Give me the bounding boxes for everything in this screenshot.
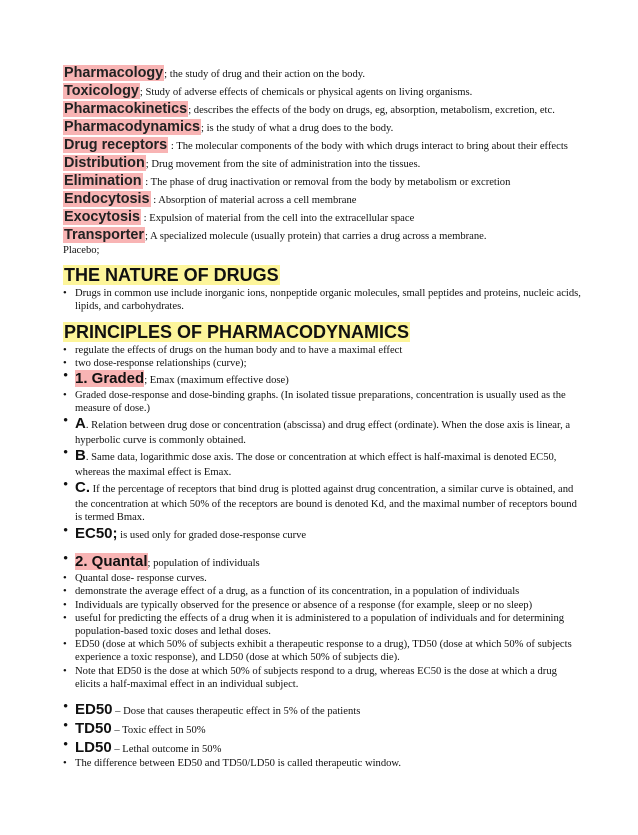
graded-item: [63, 370, 583, 389]
td50-term: TD50: [75, 719, 112, 737]
bullet-icon: •: [63, 699, 69, 716]
c-desc: If the percentage of receptors that bind drug is plotted against drug concentration, a similar curve is obtained, and the concentration at which 50% of the receptors are bound is denoted Kd, and the maximal number of receptors bound is termed Bmax.: [75, 484, 577, 524]
td50-desc: – Toxic effect in 50%: [111, 724, 206, 736]
quantal-desc: ; population of individuals: [147, 558, 260, 570]
bullet-icon: •: [63, 522, 69, 539]
b-item: [63, 447, 583, 479]
graded-desc: ; Emax (maximum effective dose): [144, 375, 289, 387]
list-item: [63, 599, 583, 612]
definition-text: ; Drug movement from the site of administration into the tissues.: [145, 159, 421, 170]
list-item-text: Drugs in common use include inorganic ions, nonpeptide organic molecules, small peptides and proteins, nucleic acids, lipids, and carbohydrates.: [75, 287, 581, 312]
definition-drug-receptors: [63, 136, 583, 154]
bullet-icon: •: [63, 612, 67, 624]
list-item-text: two dose-response relationships (curve);: [75, 357, 247, 369]
bullet-icon: •: [63, 357, 67, 369]
list-item: [63, 287, 583, 313]
term: Toxicology: [64, 83, 139, 99]
list-item: [63, 357, 583, 370]
definition-transporter: [63, 226, 583, 244]
definition-text: : Expulsion of material from the cell into the extracellular space: [141, 213, 415, 224]
list-item: [63, 389, 583, 415]
term: Transporter: [64, 227, 144, 243]
definition-exocytosis: [63, 208, 583, 226]
definition-text: ; A specialized molecule (usually protein) that carries a drug across a membrane.: [144, 231, 487, 242]
list-item-text: useful for predicting the effects of a drug when it is administered to a population of individuals and for determining population-based toxic doses and lethal doses.: [75, 612, 565, 638]
a-item: [63, 415, 583, 447]
list-item: [63, 665, 583, 691]
list-item: [63, 612, 583, 638]
definition-toxicology: [63, 82, 583, 100]
term: Pharmacodynamics: [64, 119, 200, 135]
definition-text: ; is the study of what a drug does to the body.: [200, 123, 394, 134]
definition-elimination: [63, 172, 583, 190]
quantal-term: 2. Quantal: [75, 553, 148, 571]
definition-endocytosis: [63, 190, 583, 208]
bullet-icon: •: [63, 639, 67, 651]
term: Distribution: [64, 155, 145, 171]
bullet-icon: •: [63, 758, 67, 770]
definition-pharmacology: [63, 64, 583, 82]
ld50-term: LD50: [75, 738, 112, 756]
definition-pharmacodynamics: [63, 118, 583, 136]
nature-heading-text: THE NATURE OF DRUGS: [64, 265, 279, 286]
definition-pharmacokinetics: [63, 100, 583, 118]
dose-list: [63, 701, 583, 770]
list-item-text: Note that ED50 is the dose at which 50% of subjects respond to a drug, whereas EC50 is the dose at which a drug elicits a half-maximal effect in an individual subject.: [75, 665, 557, 690]
definition-text: ; Study of adverse effects of chemicals or physical agents on living organisms.: [139, 87, 473, 98]
a-desc: . Relation between drug dose or concentration (abscissa) and drug effect (ordinate). When the dose axis is linear, a hyperbolic curve is commonly obtained.: [75, 420, 571, 447]
list-item-text: Graded dose-response and dose-binding graphs. (In isolated tissue preparations, concentration is usually used as the measure of dose.): [75, 389, 566, 415]
list-item-text: regulate the effects of drugs on the human body and to have a maximal effect: [75, 344, 403, 356]
nature-list: [63, 287, 583, 313]
term: Endocytosis: [64, 191, 150, 207]
c-item: [63, 479, 583, 524]
c-term: C.: [75, 479, 90, 497]
list-item-text: Quantal dose- response curves.: [75, 573, 207, 585]
b-desc: . Same data, logarithmic dose axis. The dose or concentration at which effect is half-maximal is denoted EC50, whereas the maximal effect is Emax.: [75, 452, 557, 479]
bullet-icon: •: [63, 368, 69, 385]
bullet-icon: •: [63, 573, 67, 585]
bullet-icon: •: [63, 665, 67, 677]
ld50-desc: – Lethal outcome in 50%: [111, 743, 222, 755]
list-item-text: demonstrate the average effect of a drug, as a function of its concentration, in a population of individuals: [75, 586, 520, 598]
bullet-icon: •: [63, 551, 69, 568]
bullet-icon: •: [63, 445, 69, 462]
list-item: [63, 572, 583, 585]
list-item-text: The difference between ED50 and TD50/LD50 is called therapeutic window.: [75, 758, 402, 770]
b-term: B: [75, 447, 86, 465]
ed50-term: ED50: [75, 701, 113, 719]
list-item: [63, 344, 583, 357]
bullet-icon: •: [63, 287, 67, 299]
term: Drug receptors: [64, 137, 168, 153]
ec50-item: [63, 522, 583, 544]
placebo-line: Placebo;: [63, 245, 100, 256]
list-item: [63, 638, 583, 664]
definition-text: : Absorption of material across a cell membrane: [150, 195, 357, 206]
term: Elimination: [64, 173, 142, 189]
definition-text: ; describes the effects of the body on drugs, eg, absorption, metabolism, excretion, etc.: [188, 105, 555, 116]
quantal-list: [63, 553, 583, 691]
bullet-icon: •: [63, 736, 69, 753]
nature-heading: [63, 264, 583, 287]
td50-item: [63, 717, 583, 739]
bullet-icon: •: [63, 599, 67, 611]
bullet-icon: •: [63, 477, 69, 494]
principles-heading: [63, 321, 583, 344]
definition-text: : The phase of drug inactivation or removal from the body by metabolism or excretion: [142, 177, 511, 188]
principles-list: [63, 344, 583, 544]
ld50-item: [63, 736, 583, 758]
ed50-item: [63, 701, 583, 720]
bullet-icon: •: [63, 389, 67, 401]
list-item-text: Individuals are typically observed for the presence or absence of a response (for example, sleep or no sleep): [75, 599, 533, 611]
principles-heading-text: PRINCIPLES OF PHARMACODYNAMICS: [64, 322, 410, 343]
ed50-desc: – Dose that causes therapeutic effect in 5% of the patients: [112, 706, 361, 718]
bullet-icon: •: [63, 586, 67, 598]
bullet-icon: •: [63, 344, 67, 356]
term: Exocytosis: [64, 209, 140, 225]
ec50-term: EC50;: [75, 524, 118, 542]
definition-text: : The molecular components of the body with which drugs interact to bring about their effects: [168, 141, 568, 152]
definition-text: ; the study of drug and their action on the body.: [164, 69, 366, 80]
quantal-item: [63, 553, 583, 572]
graded-term: 1. Graded: [75, 370, 145, 388]
list-item: [63, 757, 583, 770]
ec50-desc: is used only for graded dose-response curve: [117, 529, 307, 541]
definition-distribution: [63, 154, 583, 172]
bullet-icon: •: [63, 717, 69, 734]
list-item: [63, 585, 583, 598]
bullet-icon: •: [63, 413, 69, 430]
term: Pharmacokinetics: [64, 101, 188, 117]
term: Pharmacology: [64, 65, 164, 81]
definitions-list: [63, 64, 583, 771]
list-item-text: ED50 (dose at which 50% of subjects exhibit a therapeutic response to a drug), TD50 (dose at which 50% of subjects experience a toxic response), and LD50 (dose at which 50% of subjects die).: [75, 639, 572, 664]
a-term: A: [75, 415, 86, 433]
